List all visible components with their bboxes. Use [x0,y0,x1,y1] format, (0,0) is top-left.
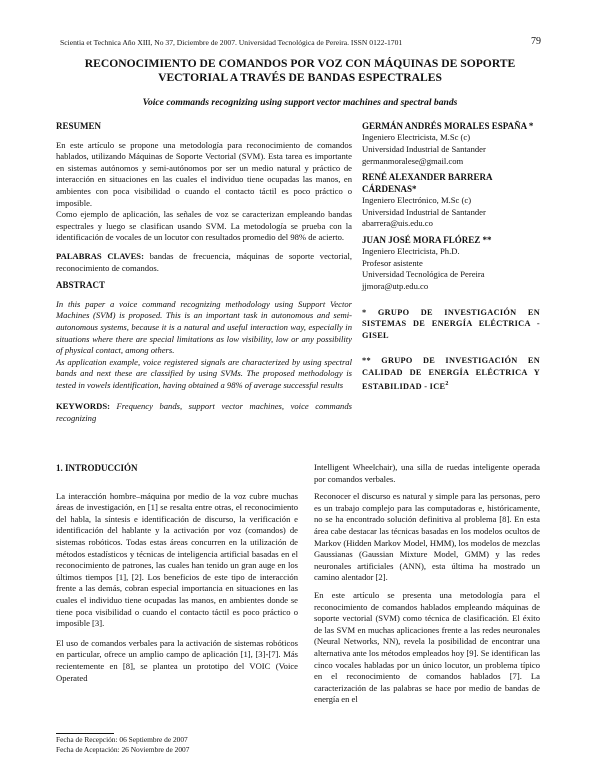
research-group-1: * GRUPO DE INVESTIGACIÓN EN SISTEMAS DE ENERGÍA ELÉCTRICA - GISEL [362,307,540,340]
abstract-keywords [56,401,352,424]
author-3 [362,235,540,293]
page-number: 79 [531,36,541,47]
keywords-text-en: Frequency bands, support vector machines, voice commands recognizing [56,401,352,424]
intro-right-paragraph-3: En este artículo se presenta una metodología para el reconocimiento de comandos hablados empleando máquinas de soporte vectorial (SVM) como técnica de clasificación. El éxito de las SVM en muchas aplicaciones frente a las redes neuronales (Neural Networks, NN), revela la posibilidad de encontrar una alternativa ante los métodos empleados hoy [9]. Se identifican las cinco vocales habladas por un único locutor, un problema típico en el reconocimiento de comandos hablados [7]. La caracterización de las palabras se hace por medio de bandas de energía en el [314,589,540,705]
keywords-label-en: KEYWORDS: [56,401,110,412]
author-3-degree: Ingeniero Electricista, Ph.D. [362,246,460,257]
author-2-name: RENÉ ALEXANDER BARRERA CÁRDENAS* [362,172,493,194]
author-1 [362,121,540,167]
intro-right-paragraph-2: Reconocer el discurso es natural y simple para las personas, pero es un trabajo complejo para las computadoras e, históricamente, no se ha encontrado solución definitiva al problema [8]. En esta área cabe destacar las técnicas basadas en los modelos ocultos de Markov (Hidden Markov Model, HMM), los modelos de mezclas Gaussianas (Gaussian Mixture Model, GMM) y las redes neuronales artificiales (ANN), esta última ha mostrado un camino alentador [2]. [314,491,540,583]
resumen-section [56,121,352,425]
intro-left-column [56,463,298,684]
author-1-email: germanmoralese@gmail.com [362,155,464,166]
research-group-2-text: ** GRUPO DE INVESTIGACIÓN EN CALIDAD DE ENERGÍA ELÉCTRICA Y ESTABILIDAD - ICE [362,356,540,391]
intro-right-paragraph-1: Intelligent Wheelchair), una silla de ruedas inteligente operada por comandos verbales. [314,462,540,484]
author-3-position: Profesor asistente [362,257,423,268]
resumen-paragraph-2: Como ejemplo de aplicación, las señales de voz se caracterizan empleando bandas espectrales y luego se clasifican usando SVM. La metodología se prueba con la identificación de vocales de un locutor con resultados promedio del 98% de acierto. [56,209,352,243]
author-1-degree: Ingeniero Electricista, M.Sc (c) [362,132,471,143]
intro-right-column [314,462,540,706]
intro-paragraph-1: La interacción hombre–máquina por medio de la voz cubre muchas áreas de investigación, en [1] se resalta entre otras, el reconocimiento del habla, la síntesis e identificación de discurso, la verificación e identificación del hablante y la activación por voz (comandos) de sistemas robóticos. Todas estas áreas concurren en la utilización de métodos estadísticos y técnicas de inteligencia artificial basadas en el reconocimiento de patrones, las cuales han tenido un gran auge en los últimos tiempos [1], [2]. Los beneficios de este tipo de interacción frente a las demás, cobran especial importancia en situaciones en las cuales el individuo tiene ocupadas las manos, en ambientes donde se tiene poca visibilidad o cuando el contacto táctil es poco práctico o imposible [3]. [56,490,298,629]
author-1-affiliation: Universidad Industrial de Santander [362,144,486,154]
author-3-email: jjmora@utp.edu.co [362,280,429,291]
title-line-1: RECONOCIMIENTO DE COMANDOS POR VOZ CON MÁQUINAS DE SOPORTE [84,57,516,70]
authors-block [362,121,540,392]
author-2-email: abarrera@uis.edu.co [362,218,433,229]
resumen-paragraph-1: En este artículo se propone una metodología para reconocimiento de comandos hablados, utilizando Máquinas de Soporte Vectorial (SVM). Esta tarea es importante en sistemas autónomos y semi-autónomos por ser un medio natural y práctico de interacción en situaciones en las cuales el individuo tiene ocupadas las manos, en ambientes con poca visibilidad o cuando el contacto táctil es poco práctico o imposible. [56,139,352,208]
footnote-divider [56,733,114,734]
resumen-heading: RESUMEN [56,121,102,131]
intro-heading: 1. INTRODUCCIÓN [56,463,138,473]
dates-footnote [56,735,189,754]
research-group-2 [362,355,540,392]
received-date: Fecha de Recepción: 06 Septiembre de 2007 [56,735,188,744]
author-2 [362,172,540,230]
author-3-affiliation: Universidad Tecnológica de Pereira [362,269,485,280]
abstract-paragraph-2: As application example, voice registered signals are characterized by using spectral bands and next these are classified by using SVMs. The proposed methodology is tested in vowels identification, having obtained a 98% of average successful results [56,356,352,390]
author-3-name: JUAN JOSÉ MORA FLÓREZ ** [362,234,492,245]
title-line-2: VECTORIAL A TRAVÉS DE BANDAS ESPECTRALES [158,71,442,84]
english-title: Voice commands recognizing using support vector machines and spectral bands [142,97,458,108]
accepted-date: Fecha de Aceptación: 26 Noviembre de 2007 [56,744,190,754]
journal-header: Scientia et Technica Año XIII, No 37, Diciembre de 2007. Universidad Tecnológica de Pereira. ISSN 0122-1701 [60,38,403,47]
keywords-text-es: bandas de frecuencia, máquinas de soporte vectorial, reconocimiento de comandos. [56,250,352,273]
abstract-paragraph-1: In this paper a voice command recognizing methodology using Support Vector Machines (SVM) is proposed. This is an important task in autonomous and semi-autonomous systems, because it is a natural and useful interaction way, especially in situations where there are special limitations as low visibility, low or any possibility of physical contact, among others. [56,298,352,356]
author-2-affiliation: Universidad Industrial de Santander [362,206,486,217]
paper-title [60,57,540,85]
keywords-label-es: PALABRAS CLAVES: [56,250,144,261]
author-2-degree: Ingeniero Electrónico, M.Sc (c) [362,195,472,205]
research-group-2-superscript: 2 [445,380,449,387]
intro-paragraph-2: El uso de comandos verbales para la activación de sistemas robóticos en particular, ofrece un amplio campo de aplicación [1], [3]-[7]. Más recientemente en [8], se plantea un prototipo del VOIC (Voice Operated [56,637,298,683]
author-1-name: GERMÁN ANDRÉS MORALES ESPAÑA * [362,121,534,131]
abstract-heading: ABSTRACT [56,280,106,291]
resumen-keywords [56,251,352,274]
